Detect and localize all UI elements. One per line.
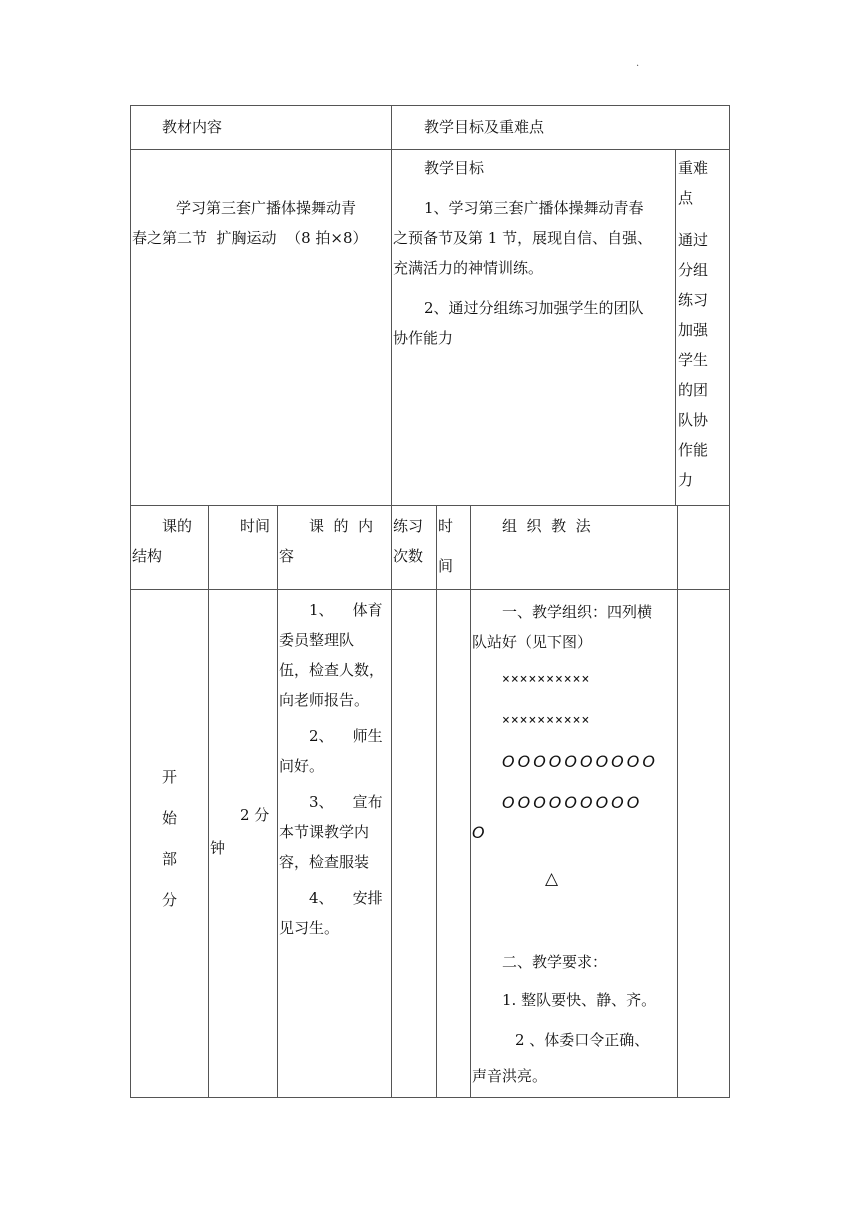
rule-bottom	[130, 1097, 729, 1098]
material-text: 春之第二节 扩胸运动 （8 拍×8）	[132, 229, 368, 247]
goal-text: 1、学习第三套广播体操舞动青春	[424, 199, 644, 217]
rule-c6	[677, 505, 678, 1097]
content-item: 委员整理队	[279, 631, 355, 649]
difficulty-text: 练习	[678, 291, 709, 309]
th-time2: 间	[438, 557, 454, 575]
th-practice: 练习	[393, 517, 424, 535]
formation-row: ××××××××××	[502, 672, 591, 687]
difficulty-text: 分组	[678, 261, 709, 279]
rule-left	[130, 105, 131, 1098]
material-text: 学习第三套广播体操舞动青	[176, 199, 357, 217]
th-content: 容	[279, 547, 295, 565]
content-item: 3、 宣布	[309, 793, 383, 811]
org-title: 队站好（见下图）	[472, 633, 593, 651]
difficulty-text: 加强	[678, 321, 709, 339]
difficulty-cell	[678, 153, 728, 495]
content-item: 本节课教学内	[279, 823, 370, 841]
part-char: 始	[162, 809, 178, 827]
req-item: 2 、体委口令正确、	[515, 1031, 650, 1049]
org-title: 一、教学组织：四列横	[502, 603, 653, 621]
rule-header	[130, 149, 729, 150]
formation-row: O	[472, 823, 488, 842]
th-time: 时间	[240, 517, 271, 535]
difficulty-text: 队协	[678, 411, 709, 429]
header-material: 教材内容	[162, 118, 223, 136]
rule-difficulty	[675, 149, 676, 505]
th-structure: 课的	[162, 517, 193, 535]
th-practice: 次数	[393, 547, 424, 565]
page-mark: .	[636, 58, 640, 69]
goal-text: 之预备节及第 1 节，展现自信、自强、	[393, 229, 653, 247]
th-method: 组 织 教 法	[502, 517, 591, 535]
part-char: 分	[162, 891, 178, 909]
content-item: 向老师报告。	[279, 691, 370, 709]
rule-right	[729, 105, 730, 1098]
rule-c5	[470, 505, 471, 1097]
content-item: 伍，检查人数，	[279, 661, 385, 679]
req-item: 声音洪亮。	[472, 1067, 548, 1085]
duration: 钟	[210, 839, 226, 857]
difficulty-text: 点	[678, 189, 694, 207]
rule-subheader	[130, 589, 729, 590]
part-char: 部	[162, 850, 178, 868]
th-structure: 结构	[132, 547, 163, 565]
difficulty-text: 作能	[678, 441, 709, 459]
content-item: 容，检查服装	[279, 853, 370, 871]
difficulty-text: 重难	[678, 159, 709, 177]
content-item: 2、 师生	[309, 727, 383, 745]
difficulty-text: 力	[678, 471, 694, 489]
formation-row: OOOOOOOOO	[502, 793, 643, 812]
formation-row: OOOOOOOOOO	[502, 752, 658, 771]
content-item: 见习生。	[279, 919, 340, 937]
part-char: 开	[162, 768, 178, 786]
content-cell	[279, 595, 391, 943]
req-title: 二、教学要求：	[502, 953, 608, 971]
formation-row: ××××××××××	[502, 713, 591, 728]
goal-text: 协作能力	[393, 329, 454, 347]
difficulty-text: 的团	[678, 381, 709, 399]
duration: 2 分	[240, 806, 270, 824]
difficulty-text: 学生	[678, 351, 709, 369]
req-item: 1. 整队要快、静、齐。	[502, 991, 657, 1009]
rule-c2	[277, 505, 278, 1097]
content-item: 4、 安排	[309, 889, 383, 907]
rule-mid	[130, 505, 729, 506]
header-goals: 教学目标及重难点	[424, 118, 545, 136]
teacher-triangle-icon: △	[545, 869, 559, 889]
content-item: 1、 体育	[309, 601, 383, 619]
difficulty-text: 通过	[678, 231, 709, 249]
th-content: 课 的 内	[309, 517, 374, 535]
goal-text: 充满活力的神情训练。	[393, 259, 544, 277]
content-item: 问好。	[279, 757, 325, 775]
goal-text: 2、通过分组练习加强学生的团队	[424, 299, 644, 317]
th-time2: 时	[438, 517, 454, 535]
goals-title: 教学目标	[424, 159, 485, 177]
rule-c1	[208, 505, 209, 1097]
rule-c4	[436, 505, 437, 1097]
material-cell	[132, 193, 390, 253]
goals-cell	[393, 153, 675, 353]
rule-top	[130, 105, 729, 106]
rule-divider	[391, 105, 392, 1098]
